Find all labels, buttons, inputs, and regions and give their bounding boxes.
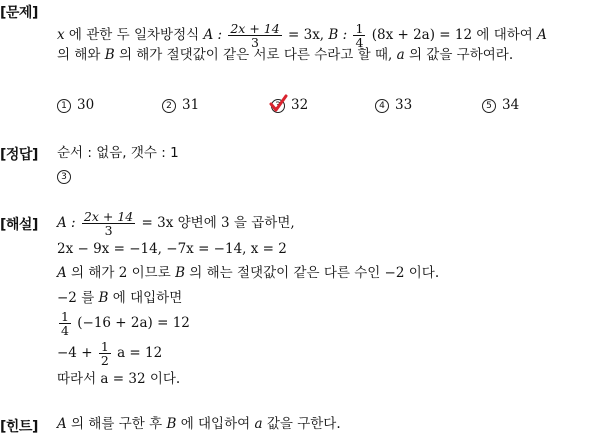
var-A: A	[537, 27, 547, 43]
solution-line-2: 2x − 9x = −14, −7x = −14, x = 2	[57, 241, 287, 257]
sol-fraction-half-num: 1	[100, 339, 109, 354]
var-a: a	[396, 47, 405, 63]
hint-var-A: A	[57, 416, 67, 432]
problem-text-5: 의 값을 구하여라.	[408, 47, 514, 63]
label-A: A :	[203, 27, 223, 43]
hint-line	[57, 415, 341, 433]
choice-2[interactable]	[162, 97, 199, 113]
sol-text-6a: −4 +	[57, 345, 93, 361]
choice-4[interactable]	[375, 97, 412, 113]
sol-var-B-2: B	[98, 290, 109, 306]
eq-b-body: (8x + 2a) = 12	[371, 27, 473, 43]
problem-line-1	[57, 22, 547, 49]
choice-3-value: 32	[291, 97, 309, 113]
answer-line-1: 순서 : 없음, 갯수 : 1	[57, 145, 179, 161]
choice-5[interactable]	[482, 97, 519, 113]
sol-fraction-a-num: 2x + 14	[83, 209, 134, 224]
checkmark-icon	[268, 93, 288, 113]
eq-a-rhs: = 3x,	[288, 27, 325, 43]
problem-label: [문제]	[0, 5, 38, 21]
choice-1-value: 30	[77, 97, 95, 113]
label-B: B :	[328, 27, 348, 43]
hint-var-a: a	[254, 416, 263, 432]
sol-text-6b: a = 12	[117, 345, 163, 361]
choice-1-marker: 1	[57, 99, 71, 113]
choice-3-marker: 3	[271, 99, 285, 113]
solution-line-4	[57, 289, 182, 307]
problem-text-1: 에 관한 두 일차방정식	[68, 27, 200, 43]
sol-fraction-quarter-den: 4	[61, 323, 69, 338]
fraction-a	[228, 22, 281, 49]
choice-4-marker: 4	[375, 99, 389, 113]
solution-line-5	[57, 310, 190, 337]
sol-label-A: A :	[57, 215, 76, 231]
sol-var-A: A	[57, 265, 67, 281]
problem-text-3: 의 해와	[57, 47, 101, 63]
solution-label: [해설]	[0, 217, 38, 233]
sol-text-4: −2 를	[57, 290, 95, 306]
choice-2-marker: 2	[162, 99, 176, 113]
hint-var-B: B	[166, 416, 177, 432]
answer-label: [정답]	[0, 147, 38, 163]
hint-text-a: 의 해를 구한 후	[71, 416, 163, 432]
fraction-b-num: 1	[355, 21, 364, 36]
sol-text-4b: 에 대입하면	[112, 290, 183, 306]
sol-text-3: 의 해가 2 이므로	[71, 265, 171, 281]
choice-5-value: 34	[502, 97, 520, 113]
sol-fraction-quarter-num: 1	[61, 309, 69, 324]
sol-fraction-a-den: 3	[82, 223, 135, 237]
hint-text-b: 에 대입하여	[180, 416, 251, 432]
choice-1[interactable]	[57, 97, 94, 113]
solution-line-3	[57, 264, 439, 282]
sol-fraction-half-den: 2	[100, 353, 109, 368]
solution-line-7: 따라서 a = 32 이다.	[57, 371, 181, 387]
fraction-a-den: 3	[228, 35, 281, 49]
answer-marker: 3	[57, 170, 71, 184]
fraction-b	[353, 22, 365, 49]
sol-fraction-half	[99, 340, 111, 367]
solution-line-6	[57, 340, 162, 367]
fraction-a-num: 2x + 14	[230, 21, 280, 36]
fraction-b-den: 4	[355, 35, 364, 50]
problem-text-4: 의 해가 절댓값이 같은 서로 다른 수라고 할 때,	[118, 47, 393, 63]
problem-line-2	[57, 46, 513, 64]
sol-text-3b: 의 해는 절댓값이 같은 다른 수인 −2 이다.	[189, 265, 440, 281]
hint-text-c: 값을 구한다.	[266, 416, 341, 432]
choice-2-value: 31	[182, 97, 200, 113]
sol-fraction-quarter	[59, 310, 71, 337]
hint-label: [힌트]	[0, 419, 38, 435]
solution-line-1	[57, 210, 295, 237]
sol-text-5: (−16 + 2a) = 12	[77, 315, 190, 331]
choice-5-marker: 5	[482, 99, 496, 113]
sol-text-1: = 3x 양변에 3 을 곱하면,	[141, 215, 295, 231]
var-B: B	[104, 47, 115, 63]
var-x: x	[57, 27, 65, 43]
problem-text-2: 에 대하여	[476, 27, 533, 43]
sol-fraction-a	[82, 210, 135, 237]
sol-var-B: B	[175, 265, 185, 281]
choice-4-value: 33	[395, 97, 413, 113]
answer-line-2	[57, 167, 77, 185]
